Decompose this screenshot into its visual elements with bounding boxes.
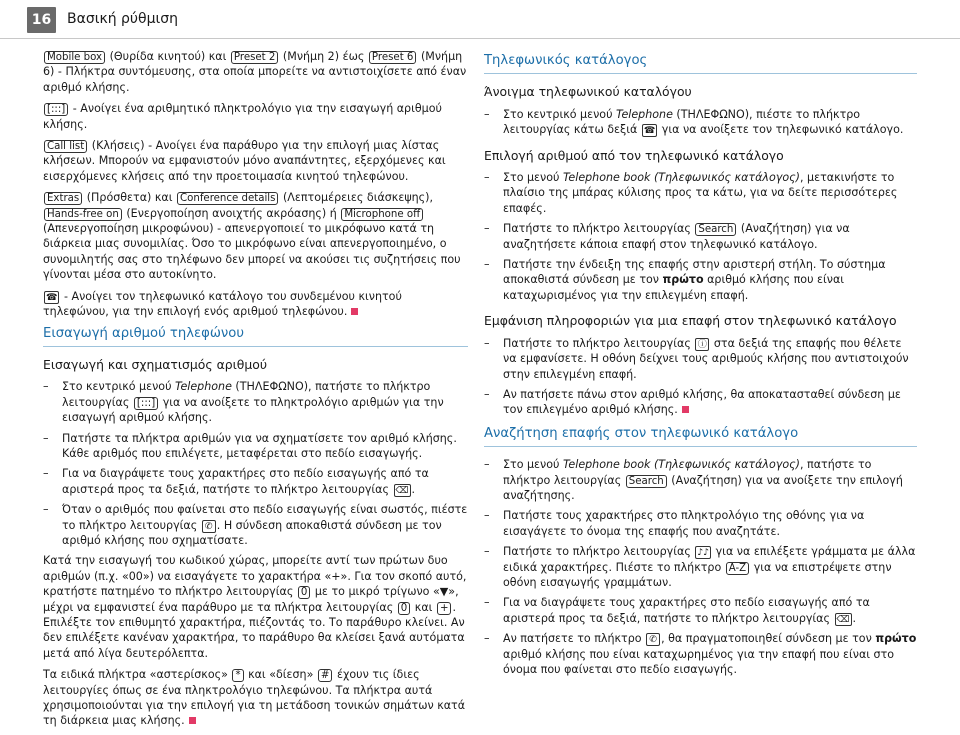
subheading-contact-info: Εμφάνιση πληροφοριών για μια επαφή στον τηλεφωνικό κατάλογο (484, 313, 897, 329)
left-column (43, 49, 468, 735)
list-item: – Πατήστε τους χαρακτήρες στο πληκτρολόγιο της οθόνης για να εισαγάγετε το όνομα της επαφής που αναζητάτε. (484, 508, 917, 539)
list-item: – Αν πατήσετε πάνω στον αριθμό κλήσης, θα αποκατασταθεί σύνδεση με τον επιλεγμένο αριθμό κλήσης. (484, 387, 917, 418)
page-header (0, 0, 960, 39)
keypad-key: [:::] (44, 103, 68, 116)
keypad-key: [:::] (134, 397, 158, 410)
phonebook-icon: ☎ (46, 291, 58, 303)
list-item: – Στο κεντρικό μενού Telephone (ΤΗΛΕΦΩΝΟ), πιέστε το πλήκτρο λειτουργίας κάτω δεξιά ☎ για να ανοίξετε τον τηλεφωνικό κατάλογο. (484, 107, 917, 138)
list-item: – Πατήστε την ένδειξη της επαφής στην αριστερή στήλη. Το σύστημα αποκαθιστά σύνδεση με τον πρώτο αριθμό κλήσης που είναι καταχωρισμένος για την επιλεγμένη επαφή. (484, 257, 917, 303)
list-item: – Όταν ο αριθμός που φαίνεται στο πεδίο εισαγωγής είναι σωστός, πιέστε το πλήκτρο λειτουργίας ✆ . Η σύνδεση αποκαθιστά σύνδεση με τον αριθμό κλήσης που σχηματίσατε. (43, 502, 468, 548)
call-icon: ✆ (646, 633, 660, 646)
delete-icon: ⌫ (836, 613, 850, 625)
search-key: Search (695, 223, 736, 236)
list-item: – Για να διαγράψετε τους χαρακτήρες στο πεδίο εισαγωγής από τα αριστερά προς τα δεξιά, πατήστε το πλήκτρο λειτουργίας ⌫ . (43, 466, 468, 497)
phonebook-icon: ☎ (643, 125, 656, 137)
microphone-off-key: Microphone off (341, 208, 423, 221)
paragraph-call-list: Call list (Κλήσεις) - Ανοίγει ένα παράθυρο για την επιλογή μιας λίστας κλήσεων. Μπορούν να εμφανιστούν μόνο αναπάντητες, εξερχόμενες και εισερχόμενες κλήσεις από την προετοιμασία κινητού τηλεφώνου. (43, 139, 446, 183)
hash-key: # (318, 669, 333, 682)
paragraph-special-keys: Τα ειδικά πλήκτρα «αστερίσκος» * και «δίεση» # έχουν τις ίδιες λειτουργίες όπως σε ένα πληκτρολόγιο τηλεφώνου. Τα πλήκτρα αυτά χρησιμοποιούνται για την επιλογή για τη μετάδοση τονικών σημάτων κατά τη διάρκεια μιας κλήσης. (43, 668, 466, 728)
right-column (484, 49, 917, 682)
call-list-key: Call list (44, 140, 87, 153)
list-item: – Πατήστε το πλήκτρο λειτουργίας Search (Αναζήτηση) για να αναζητήσετε κάποια επαφή στον τηλεφωνικό κατάλογο. (484, 221, 917, 252)
end-marker (189, 717, 196, 724)
hands-free-key: Hands-free on (44, 208, 122, 221)
subheading-open-phonebook: Άνοιγμα τηλεφωνικού καταλόγου (484, 84, 692, 100)
preset-2-key: Preset 2 (231, 51, 279, 64)
paragraph-presets: Mobile box (Θυρίδα κινητού) και Preset 2 (Μνήμη 2) έως Preset 6 (Μνήμη 6) - Πλήκτρα συντόμευσης, στα οποία μπορείτε να αντιστοιχίσετε από έναν αριθμό κλήσης. (43, 50, 467, 94)
conference-details-key: Conference details (177, 192, 278, 205)
paragraph-phonebook: ☎ - Ανοίγει τον τηλεφωνικό κατάλογο του συνδεμένου κινητού τηλεφώνου, για την επιλογή ενός αριθμού τηλεφώνου. (43, 289, 402, 319)
search-key: Search (626, 475, 667, 488)
list-item: – Στο κεντρικό μενού Telephone (ΤΗΛΕΦΩΝΟ), πατήστε το πλήκτρο λειτουργίας [:::] για να ανοίξετε το πληκτρολόγιο αριθμών για την εισαγωγή αριθμού κλήσης. (43, 379, 468, 425)
extras-key: Extras (44, 192, 82, 205)
list-item: – Πατήστε το πλήκτρο λειτουργίας ♪♪ για να επιλέξετε γράμματα με άλλα ειδικά χαρακτήρες. Πιέστε το πλήκτρο A-Z για να επιστρέψετε στην οθόνη εισαγωγής γραμμάτων. (484, 544, 917, 590)
delete-icon: ⌫ (395, 484, 409, 496)
section-title: Βασική ρύθμιση (67, 11, 178, 27)
zero-key: 0 (298, 586, 310, 599)
info-icon: ⓘ (695, 338, 709, 351)
zero-key: 0 (398, 602, 410, 615)
heading-enter-number: Εισαγωγή αριθμού τηλεφώνου (43, 326, 468, 347)
call-icon: ✆ (202, 520, 216, 533)
page-number: 16 (27, 7, 56, 33)
list-item: – Αν πατήσετε το πλήκτρο ✆ , θα πραγματοποιηθεί σύνδεση με τον πρώτο αριθμό κλήσης που είναι καταχωρημένος για την επαφή που είναι στο όνομα που φαίνεται στο πεδίο εισαγωγής. (484, 631, 917, 677)
heading-search-contact: Αναζήτηση επαφής στον τηλεφωνικό κατάλογο (484, 426, 917, 447)
a-z-key: A-Z (726, 562, 749, 575)
asterisk-key: * (232, 669, 243, 682)
paragraph-country-code: Κατά την εισαγωγή του κωδικού χώρας, μπορείτε αντί των πρώτων δυο αριθμών (π.χ. «00») να εισαγάγετε το χαρακτήρα «+». Για τον σκοπό αυτό, κρατήστε πατημένο το πλήκτρο λειτουργίας 0 με το μικρό τρίγωνο «▼», μέχρι να εμφανιστεί ένα παράθυρο με τα πλήκτρα λειτουργίας 0 και + . Επιλέξτε τον επιθυμητό χαρακτήρα, πιέζοντάς το. Το παράθυρο κλείνει. Αν δεν επιλέξετε κανέναν χαρακτήρα, το παράθυρο θα κλείσει ξανά αυτόματα μετά από λίγα δευτερόλεπτα. (43, 554, 467, 660)
list-item: – Πατήστε τα πλήκτρα αριθμών για να σχηματίσετε τον αριθμό κλήσης. Κάθε αριθμός που επιλέγετε, μεταφέρεται στο πεδίο εισαγωγής. (43, 431, 468, 462)
list-item: – Για να διαγράψετε τους χαρακτήρες στο πεδίο εισαγωγής από τα αριστερά προς τα δεξιά, πατήστε το πλήκτρο λειτουργίας ⌫ . (484, 595, 917, 626)
paragraph-keypad: [:::] - Ανοίγει ένα αριθμητικό πληκτρολόγιο για την εισαγωγή αριθμού κλήσης. (43, 102, 442, 131)
special-characters-icon: ♪♪ (697, 547, 710, 559)
preset-6-key: Preset 6 (369, 51, 417, 64)
list-item: – Στο μενού Telephone book (Τηλεφωνικός κατάλογος), πατήστε το πλήκτρο λειτουργίας Search (Αναζήτηση) για να ανοίξετε την επιλογή αναζήτησης. (484, 457, 917, 503)
mobile-box-key: Mobile box (44, 51, 105, 64)
heading-phonebook: Τηλεφωνικός κατάλογος (484, 53, 917, 74)
end-marker (682, 406, 689, 413)
list-item: – Πατήστε το πλήκτρο λειτουργίας ⓘ στα δεξιά της επαφής που θέλετε να εμφανίσετε. Η οθόνη δείχνει τους αριθμούς κλήσης που αντιστοιχούν στην επιλεγμένη επαφή. (484, 336, 917, 382)
enter-number-steps (43, 379, 468, 548)
plus-key: + (437, 602, 452, 615)
end-marker (351, 308, 358, 315)
subheading-select-number: Επιλογή αριθμού από τον τηλεφωνικό κατάλογο (484, 147, 784, 163)
subheading-enter-dial: Εισαγωγή και σχηματισμός αριθμού (43, 356, 268, 372)
list-item: – Στο μενού Telephone book (Τηλεφωνικός κατάλογος), μετακινήστε το πλαίσιο της μπάρας κύλισης προς τα κάτω, για να δείτε περισσότερες επαφές. (484, 170, 917, 216)
paragraph-extras: Extras (Πρόσθετα) και Conference details (Λεπτομέρειες διάσκεψης), Hands-free on (Ενεργοποίηση ανοιχτής ακρόασης) ή Microphone off (Απενεργοποίηση μικροφώνου) - απενεργοποιεί το μικρόφωνο κατά τη διάρκεια μιας συνομιλίας. Όσο το μικρόφωνο είναι απενεργοποιημένο, ο συνομιλητής σας στο τηλέφωνο δεν μπορεί να ακούσει τις συζητήσεις που γίνονται μέσα στο αυτοκίνητο. (43, 191, 461, 282)
